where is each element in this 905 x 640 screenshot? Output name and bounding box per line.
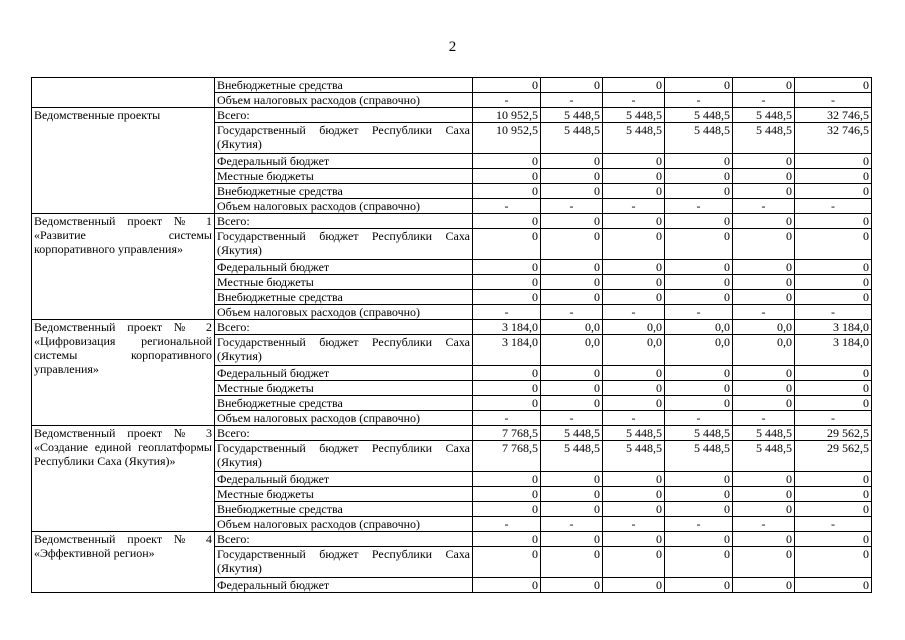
value-cell: 0 [473,78,541,93]
value-cell: 0 [541,472,603,487]
value-cell: 0 [733,169,795,184]
value-cell: 5 448,5 [665,426,733,441]
funding-source-cell: Внебюджетные средства [215,290,473,305]
value-cell: 0 [733,532,795,547]
value-cell: 0 [473,532,541,547]
value-cell: 0 [603,154,665,169]
value-cell: 5 448,5 [733,123,795,154]
project-name-cell: Ведомственный проект № 1 «Развитие системы корпоративного управления» [32,214,215,320]
value-cell: 0 [795,290,872,305]
value-cell: 5 448,5 [603,426,665,441]
value-cell: 0 [795,154,872,169]
value-cell: 0 [733,366,795,381]
value-cell: - [473,93,541,108]
value-cell: 5 448,5 [603,441,665,472]
value-cell: 0 [603,169,665,184]
value-cell: 0 [473,154,541,169]
project-name-cell: Ведомственный проект № 2 «Цифровизация региональной системы корпоративного управления» [32,320,215,426]
funding-source-cell: Всего: [215,426,473,441]
value-cell: 3 184,0 [795,320,872,335]
value-cell: - [541,411,603,426]
value-cell: 0 [795,396,872,411]
value-cell: - [733,411,795,426]
value-cell: 0 [603,78,665,93]
value-cell: - [733,199,795,214]
value-cell: 0 [541,547,603,578]
value-cell: 0 [541,290,603,305]
value-cell: 0 [733,472,795,487]
value-cell: 10 952,5 [473,108,541,123]
value-cell: 0 [665,260,733,275]
value-cell: 7 768,5 [473,426,541,441]
value-cell: 0 [665,169,733,184]
value-cell: 29 562,5 [795,441,872,472]
value-cell: - [541,305,603,320]
value-cell: 0 [665,184,733,199]
value-cell: 0 [665,214,733,229]
funding-source-cell: Внебюджетные средства [215,184,473,199]
value-cell: 0 [795,381,872,396]
value-cell: 0 [665,154,733,169]
value-cell: 3 184,0 [473,320,541,335]
value-cell: 0,0 [541,335,603,366]
value-cell: 0 [795,502,872,517]
funding-source-cell: Внебюджетные средства [215,396,473,411]
value-cell: 0 [665,396,733,411]
value-cell: - [473,411,541,426]
value-cell: 0 [733,275,795,290]
value-cell: 5 448,5 [665,123,733,154]
value-cell: 0 [541,154,603,169]
value-cell: 0 [541,396,603,411]
value-cell: 0 [733,78,795,93]
value-cell: - [665,411,733,426]
value-cell: 0 [665,290,733,305]
value-cell: 0 [473,184,541,199]
value-cell: 0 [733,260,795,275]
value-cell: - [665,199,733,214]
value-cell: 0 [603,366,665,381]
value-cell: 0 [473,578,541,593]
value-cell: - [795,93,872,108]
value-cell: 0 [795,275,872,290]
funding-source-cell: Объем налоговых расходов (справочно) [215,517,473,532]
funding-source-cell: Местные бюджеты [215,169,473,184]
value-cell: 5 448,5 [665,441,733,472]
funding-source-cell: Государственный бюджет Республики Саха (Якутия) [215,335,473,366]
value-cell: 0 [733,214,795,229]
value-cell: - [603,93,665,108]
funding-source-cell: Местные бюджеты [215,381,473,396]
table-row [32,426,872,441]
value-cell: 0 [665,366,733,381]
funding-source-cell: Всего: [215,532,473,547]
value-cell: 0 [603,184,665,199]
value-cell: 3 184,0 [473,335,541,366]
value-cell: 0 [541,229,603,260]
value-cell: 5 448,5 [733,108,795,123]
value-cell: 0 [603,229,665,260]
value-cell: 0,0 [603,335,665,366]
value-cell: - [473,305,541,320]
value-cell: 0 [473,214,541,229]
funding-source-cell: Местные бюджеты [215,275,473,290]
value-cell: 0 [603,290,665,305]
project-name-cell [32,78,215,108]
value-cell: - [795,517,872,532]
value-cell: 0 [603,260,665,275]
value-cell: 0 [603,396,665,411]
value-cell: - [603,305,665,320]
value-cell: 0 [473,169,541,184]
value-cell: 0 [733,229,795,260]
value-cell: 0 [473,381,541,396]
value-cell: 0 [541,275,603,290]
value-cell: 0 [665,547,733,578]
value-cell: 0 [541,502,603,517]
value-cell: 0 [541,366,603,381]
value-cell: 0 [665,275,733,290]
value-cell: 5 448,5 [733,426,795,441]
value-cell: 0 [795,366,872,381]
value-cell: 0 [603,214,665,229]
value-cell: 0 [665,472,733,487]
value-cell: 0 [541,169,603,184]
value-cell: 0 [733,154,795,169]
value-cell: 0 [603,502,665,517]
value-cell: 5 448,5 [541,108,603,123]
value-cell: 0 [541,578,603,593]
page-number: 2 [448,39,457,55]
value-cell: 0 [733,381,795,396]
funding-source-cell: Государственный бюджет Республики Саха (Якутия) [215,123,473,154]
value-cell: 0 [473,229,541,260]
value-cell: 0 [603,275,665,290]
value-cell: 5 448,5 [603,108,665,123]
value-cell: 0 [603,547,665,578]
value-cell: 0 [541,260,603,275]
value-cell: 0 [733,290,795,305]
value-cell: - [541,93,603,108]
value-cell: - [665,517,733,532]
value-cell: 0 [795,184,872,199]
funding-source-cell: Объем налоговых расходов (справочно) [215,199,473,214]
value-cell: 0 [473,275,541,290]
funding-source-cell: Объем налоговых расходов (справочно) [215,93,473,108]
table-row [32,320,872,335]
value-cell: 0 [603,578,665,593]
value-cell: 0 [733,547,795,578]
funding-source-cell: Федеральный бюджет [215,260,473,275]
value-cell: - [795,411,872,426]
value-cell: 0 [795,78,872,93]
value-cell: 10 952,5 [473,123,541,154]
funding-source-cell: Федеральный бюджет [215,154,473,169]
value-cell: 5 448,5 [541,441,603,472]
value-cell: 3 184,0 [795,335,872,366]
value-cell: 0 [473,487,541,502]
value-cell: 0 [733,502,795,517]
value-cell: 0 [665,487,733,502]
value-cell: 29 562,5 [795,426,872,441]
value-cell: - [473,517,541,532]
project-name-cell: Ведомственный проект № 4 «Эффективной регион» [32,532,215,593]
value-cell: 5 448,5 [603,123,665,154]
value-cell: 0 [665,381,733,396]
value-cell: 0 [603,381,665,396]
value-cell: 0 [795,214,872,229]
value-cell: 0 [473,260,541,275]
value-cell: 7 768,5 [473,441,541,472]
value-cell: 0,0 [733,335,795,366]
funding-source-cell: Внебюджетные средства [215,502,473,517]
value-cell: - [541,517,603,532]
value-cell: 32 746,5 [795,108,872,123]
value-cell: 0 [733,487,795,502]
value-cell: - [473,199,541,214]
funding-source-cell: Объем налоговых расходов (справочно) [215,411,473,426]
value-cell: 0 [795,532,872,547]
value-cell: - [541,199,603,214]
table-row [32,78,872,93]
funding-source-cell: Государственный бюджет Республики Саха (Якутия) [215,547,473,578]
funding-source-cell: Федеральный бюджет [215,366,473,381]
value-cell: 5 448,5 [541,123,603,154]
funding-source-cell: Всего: [215,214,473,229]
value-cell: - [733,517,795,532]
value-cell: - [665,305,733,320]
value-cell: 0 [733,578,795,593]
table-row [32,108,872,123]
funding-source-cell: Государственный бюджет Республики Саха (Якутия) [215,441,473,472]
value-cell: 0 [473,502,541,517]
value-cell: 0 [665,532,733,547]
value-cell: 0 [603,472,665,487]
value-cell: 0 [603,532,665,547]
value-cell: 0,0 [603,320,665,335]
value-cell: 0 [541,487,603,502]
value-cell: 0 [795,169,872,184]
value-cell: - [733,93,795,108]
value-cell: 0 [665,578,733,593]
value-cell: 0 [473,547,541,578]
funding-source-cell: Внебюджетные средства [215,78,473,93]
value-cell: 0 [665,502,733,517]
value-cell: 5 448,5 [665,108,733,123]
value-cell: 0 [665,78,733,93]
funding-source-cell: Государственный бюджет Республики Саха (Якутия) [215,229,473,260]
value-cell: - [603,411,665,426]
value-cell: 0 [541,184,603,199]
budget-table [31,77,872,593]
value-cell: 5 448,5 [541,426,603,441]
value-cell: 0 [733,184,795,199]
value-cell: 0,0 [733,320,795,335]
value-cell: 0 [795,472,872,487]
value-cell: - [603,517,665,532]
value-cell: 0 [795,547,872,578]
value-cell: - [733,305,795,320]
table-row [32,532,872,547]
value-cell: - [795,305,872,320]
value-cell: 0 [795,260,872,275]
funding-source-cell: Федеральный бюджет [215,578,473,593]
value-cell: 0 [473,472,541,487]
value-cell: 0 [541,381,603,396]
value-cell: 0 [541,214,603,229]
value-cell: - [603,199,665,214]
value-cell: 0 [603,487,665,502]
value-cell: 0 [665,229,733,260]
funding-source-cell: Всего: [215,108,473,123]
funding-source-cell: Местные бюджеты [215,487,473,502]
value-cell: 0 [795,578,872,593]
value-cell: 0 [541,78,603,93]
value-cell: 0,0 [665,320,733,335]
value-cell: 0 [541,532,603,547]
value-cell: - [795,199,872,214]
value-cell: 0 [795,229,872,260]
value-cell: 32 746,5 [795,123,872,154]
value-cell: 0 [473,290,541,305]
value-cell: - [665,93,733,108]
value-cell: 5 448,5 [733,441,795,472]
funding-source-cell: Объем налоговых расходов (справочно) [215,305,473,320]
funding-source-cell: Федеральный бюджет [215,472,473,487]
funding-source-cell: Всего: [215,320,473,335]
value-cell: 0 [473,396,541,411]
value-cell: 0 [795,487,872,502]
value-cell: 0,0 [665,335,733,366]
table-row [32,214,872,229]
value-cell: 0 [733,396,795,411]
project-name-cell: Ведомственные проекты [32,108,215,214]
value-cell: 0,0 [541,320,603,335]
project-name-cell: Ведомственный проект № 3 «Создание единой геоплатформы Республики Саха (Якутия)» [32,426,215,532]
value-cell: 0 [473,366,541,381]
